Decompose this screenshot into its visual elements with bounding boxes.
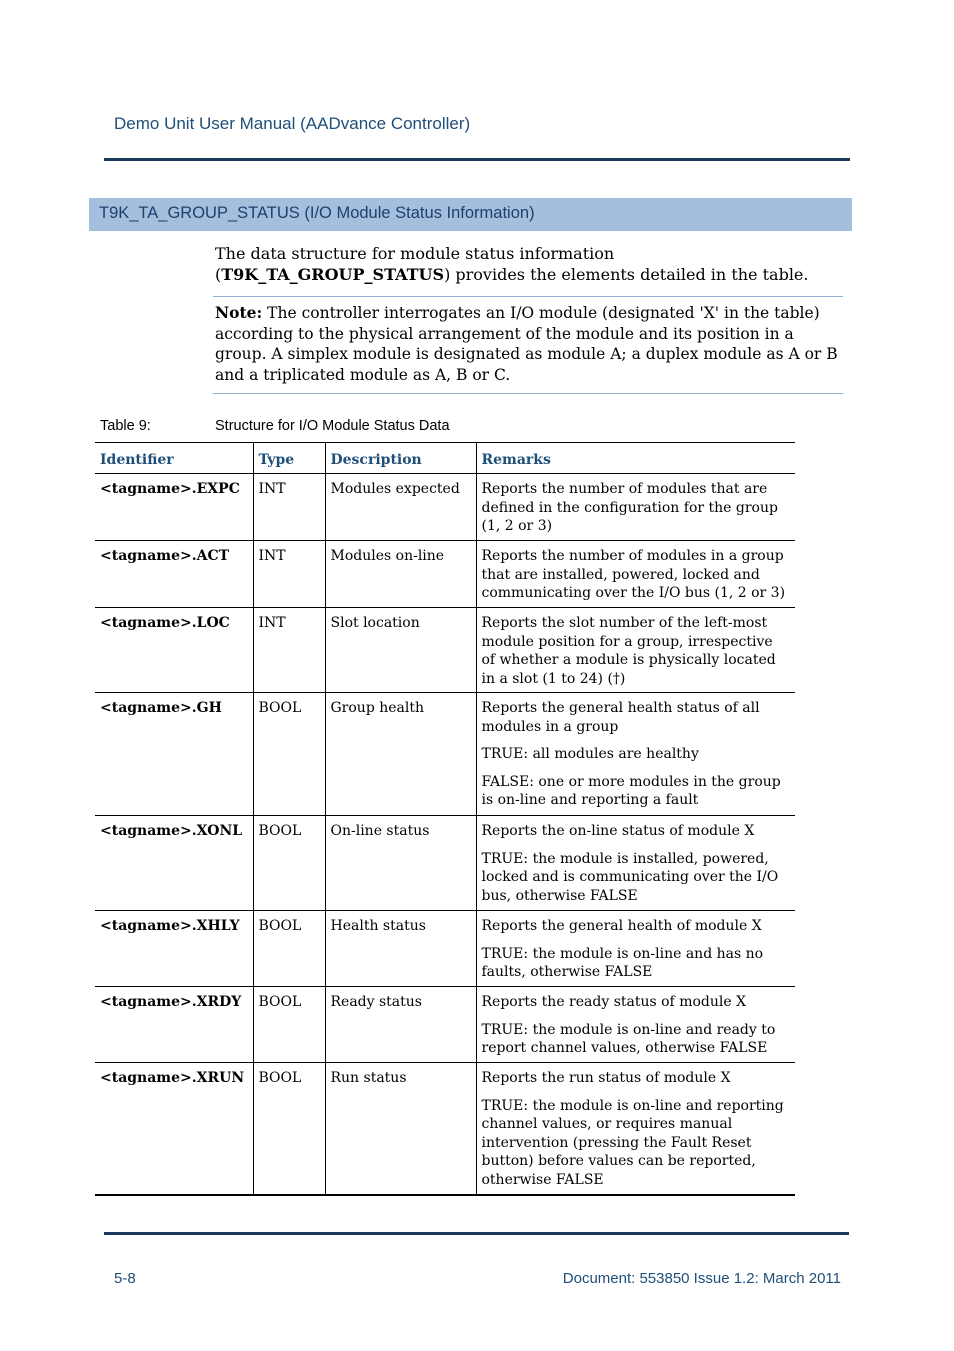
remarks-paragraph: TRUE: the module is installed, powered, locked and is communicating over the I/O bus, otherwise FALSE <box>481 850 779 904</box>
remarks-cell <box>476 1063 795 1195</box>
remarks-cell <box>476 541 795 608</box>
footer-rule <box>104 1232 849 1235</box>
intro-text-before: The data structure for module status information ( <box>215 244 615 284</box>
header-description: Description <box>325 443 476 474</box>
remarks-paragraph: Reports the general health of module X <box>481 918 762 934</box>
section-heading-bar <box>89 198 852 231</box>
section-title: T9K_TA_GROUP_STATUS (I/O Module Status Information) <box>99 204 535 222</box>
remarks-paragraph: Reports the number of modules in a group that are installed, powered, locked and communicating over the I/O bus (1, 2 or 3) <box>481 548 786 601</box>
table-row <box>95 541 795 608</box>
header-type: Type <box>253 443 325 474</box>
table-row <box>95 474 795 541</box>
identifier-cell: <tagname>.XHLY <box>95 911 253 987</box>
identifier-cell: <tagname>.ACT <box>95 541 253 608</box>
note-label: Note: <box>215 303 263 322</box>
header-remarks: Remarks <box>476 443 795 474</box>
remarks-paragraph: TRUE: the module is on-line and ready to report channel values, otherwise FALSE <box>481 1021 776 1056</box>
identifier-cell: <tagname>.EXPC <box>95 474 253 541</box>
table-row <box>95 608 795 693</box>
header-rule <box>104 158 850 161</box>
type-cell: INT <box>253 541 325 608</box>
note-box <box>215 303 843 385</box>
remarks-cell <box>476 608 795 693</box>
type-cell: BOOL <box>253 816 325 911</box>
description-cell: Health status <box>325 911 476 987</box>
note-text: The controller interrogates an I/O module (designated 'X' in the table) according to the physical arrangement of the module and its position in a group. A simplex module is designated as module A; a duplex module as A or B and a triplicated module as A, B or C. <box>215 304 838 384</box>
identifier-cell: <tagname>.LOC <box>95 608 253 693</box>
description-cell: Run status <box>325 1063 476 1195</box>
remarks-cell <box>476 816 795 911</box>
module-status-table <box>95 442 795 1196</box>
description-cell: Group health <box>325 693 476 816</box>
description-cell: Ready status <box>325 987 476 1063</box>
table-row <box>95 693 795 816</box>
remarks-cell <box>476 693 795 816</box>
document-reference: Document: 553850 Issue 1.2: March 2011 <box>562 1270 841 1287</box>
running-header: Demo Unit User Manual (AADvance Controller) <box>114 114 471 133</box>
identifier-cell: <tagname>.XONL <box>95 816 253 911</box>
description-cell: On-line status <box>325 816 476 911</box>
note-top-rule <box>213 296 843 297</box>
remarks-paragraph: Reports the number of modules that are defined in the configuration for the group (1, 2 or 3) <box>481 481 778 534</box>
type-cell: BOOL <box>253 911 325 987</box>
remarks-cell <box>476 987 795 1063</box>
table-row <box>95 987 795 1063</box>
remarks-paragraph: Reports the ready status of module X <box>481 994 747 1010</box>
intro-structure-name: T9K_TA_GROUP_STATUS <box>221 265 445 284</box>
description-cell: Modules expected <box>325 474 476 541</box>
remarks-paragraph: FALSE: one or more modules in the group is on-line and reporting a fault <box>481 773 781 808</box>
remarks-paragraph: Reports the general health status of all modules in a group <box>481 700 760 735</box>
intro-paragraph <box>215 243 835 285</box>
table-body <box>95 474 795 1195</box>
page-number: 5-8 <box>114 1270 136 1287</box>
remarks-cell <box>476 474 795 541</box>
note-bottom-rule <box>213 393 843 394</box>
remarks-paragraph: Reports the slot number of the left-most module position for a group, irrespective of whether a module is physically located in a slot (1 to 24) (†) <box>481 615 776 687</box>
header-identifier: Identifier <box>95 443 253 474</box>
table-caption-label: Table 9: <box>100 418 151 434</box>
identifier-cell: <tagname>.XRUN <box>95 1063 253 1195</box>
table-row <box>95 816 795 911</box>
table-caption-title: Structure for I/O Module Status Data <box>215 418 450 434</box>
intro-text-after: ) provides the elements detailed in the table. <box>444 265 809 284</box>
identifier-cell: <tagname>.GH <box>95 693 253 816</box>
remarks-paragraph: TRUE: the module is on-line and reporting channel values, or requires manual intervention (pressing the Fault Reset button) before values can be reported, otherwise FALSE <box>481 1097 784 1188</box>
remarks-paragraph: Reports the run status of module X <box>481 1070 731 1086</box>
table-row <box>95 1063 795 1195</box>
description-cell: Slot location <box>325 608 476 693</box>
type-cell: INT <box>253 474 325 541</box>
table-row <box>95 911 795 987</box>
description-cell: Modules on-line <box>325 541 476 608</box>
remarks-cell <box>476 911 795 987</box>
type-cell: BOOL <box>253 693 325 816</box>
type-cell: BOOL <box>253 1063 325 1195</box>
remarks-paragraph: TRUE: the module is on-line and has no faults, otherwise FALSE <box>481 945 764 980</box>
type-cell: INT <box>253 608 325 693</box>
type-cell: BOOL <box>253 987 325 1063</box>
table-header-row <box>95 443 795 474</box>
identifier-cell: <tagname>.XRDY <box>95 987 253 1063</box>
remarks-paragraph: TRUE: all modules are healthy <box>481 746 699 762</box>
remarks-paragraph: Reports the on-line status of module X <box>481 823 755 839</box>
